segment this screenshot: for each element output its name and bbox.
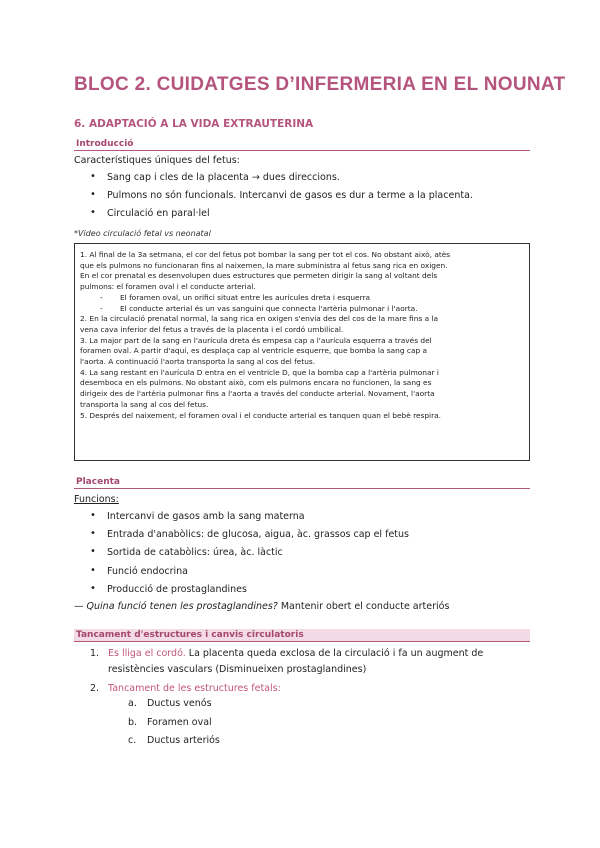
page-title: BLOC 2. CUIDATGES D’INFERMERIA EN EL NOUNAT [74, 74, 566, 95]
list-item: • Intercanvi de gasos amb la sang materna [90, 511, 409, 522]
answer-text: Mantenir obert el conducte arteriós [277, 601, 450, 612]
box-line: foramen oval. A partir d'aquí, es desplaça cap al ventricle esquerre, que bomba la sang cap a [80, 346, 428, 356]
item-text: Foramen oval [147, 716, 212, 728]
intro-lead: Característiques úniques del fetus: [74, 155, 240, 166]
item-highlight: Es lliga el cordó. [108, 648, 186, 659]
dash-marker: - [100, 303, 103, 313]
box-line: 1. Al final de la 3a setmana, el cor del fetus pot bombar la sang per tot el cos. No obstant això, atès [80, 250, 451, 259]
item-highlight: Tancament de les estructures fetals: [108, 683, 281, 694]
item-number: 2. [90, 683, 100, 694]
question-text: Quina funció tenen les prostaglandines? [86, 601, 278, 612]
box-line: pulmons: el foramen oval i el conducte arterial. [80, 282, 256, 292]
tancament-heading: Tancament d'estructures i canvis circulatoris [74, 629, 530, 642]
item-marker: b. [128, 716, 138, 728]
box-subline [80, 304, 524, 315]
box-line: l'aorta. A continuació l'aorta transporta la sang al cos del fetus. [80, 357, 316, 367]
dash-marker: - [100, 292, 103, 302]
item-text: La placenta queda exclosa de la circulació i fa un augment de [185, 648, 484, 659]
list-item [128, 717, 220, 728]
question-dash: — [74, 601, 87, 612]
funcions-label: Funcions: [74, 494, 119, 505]
box-line: vena cava inferior del fetus a través de la placenta i el cordó umbilical. [80, 324, 344, 334]
list-item [90, 683, 483, 694]
box-line: 4. La sang restant en l'aurícula D entra en el ventricle D, que la bomba cap a l'artèria pulmonar i [80, 367, 439, 377]
prostaglandin-question [74, 601, 449, 612]
list-item: • Sortida de catabòlics: úrea, àc. làctic [90, 547, 409, 558]
list-item: • Pulmons no són funcionals. Intercanvi de gasos es dur a terme a la placenta. [90, 190, 473, 201]
list-item [90, 648, 483, 659]
list-item [128, 698, 220, 709]
intro-heading: Introducció [74, 138, 530, 151]
circulation-box [74, 243, 530, 461]
box-subline [80, 293, 524, 304]
list-item [128, 735, 220, 746]
section-title: 6. ADAPTACIÓ A LA VIDA EXTRAUTERINA [74, 118, 314, 130]
item-marker: c. [128, 735, 137, 746]
list-item: • Funció endocrina [90, 566, 409, 577]
intro-bullets [90, 172, 473, 227]
box-line: 3. La major part de la sang en l'aurícula dreta és empesa cap a l'aurícula esquerra a través del [80, 335, 432, 345]
item-continuation: resistències vasculars (Disminueixen prostaglandines) [108, 664, 367, 675]
item-text: Ductus venós [147, 698, 212, 709]
tancament-sublist [128, 698, 220, 754]
box-line: dirigeix des de l'artèria pulmonar fins a l'aorta a través del conducte arterial. Novament, l'aorta [80, 389, 435, 399]
video-note: *Video circulació fetal vs neonatal [74, 229, 211, 238]
box-line: En el cor prenatal es desenvolupen dues estructures que permeten dirigir la sang al voltant dels [80, 271, 438, 281]
placenta-bullets [90, 511, 409, 602]
box-line: El foramen oval, un orifici situat entre les aurícules dreta i esquerra [120, 292, 371, 302]
list-item: • Circulació en paral·lel [90, 208, 473, 219]
box-line: desemboca en els pulmons. No obstant això, com els pulmons encara no funcionen, la sang es [80, 378, 432, 388]
list-item: • Sang cap i cles de la placenta → dues direccions. [90, 172, 473, 183]
item-text: Ductus arteriós [147, 735, 220, 746]
placenta-heading: Placenta [74, 476, 530, 489]
box-line: que els pulmons no funcionaran fins al naixemen, la mare subministra al fetus sang rica en oxigen. [80, 260, 448, 270]
tancament-list [90, 648, 483, 694]
box-line: transporta la sang al cos del fetus. [80, 399, 209, 409]
box-line: El conducte arterial és un vas sanguini que connecta l'artèria pulmonar i l'aorta. [120, 303, 418, 313]
box-line: 2. En la circulació prenatal normal, la sang rica en oxigen s'envia des del cos de la mare fins a la [80, 314, 439, 324]
list-item: • Entrada d'anabòlics: de glucosa, aigua, àc. grassos cap el fetus [90, 529, 409, 540]
list-item: • Producció de prostaglandines [90, 584, 409, 595]
box-line: 5. Després del naixement, el foramen oval i el conducte arterial es tanquen quan el bebè respira. [80, 410, 442, 420]
item-number: 1. [90, 648, 100, 659]
item-marker: a. [128, 698, 137, 709]
